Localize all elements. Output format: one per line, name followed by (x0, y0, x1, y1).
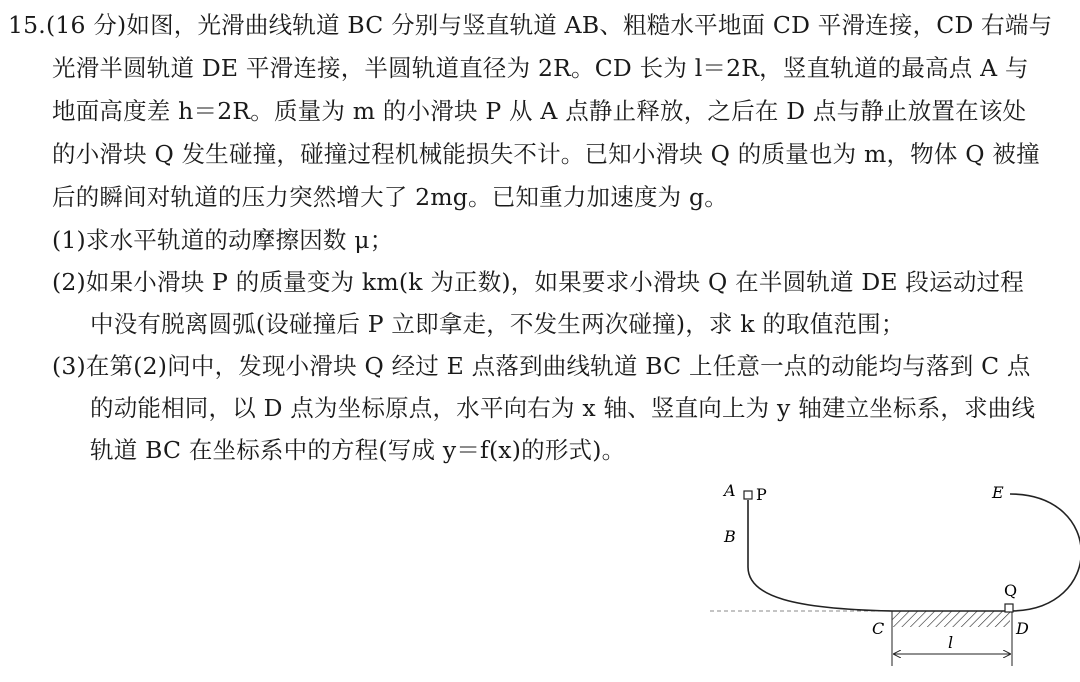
track-diagram (700, 472, 1080, 682)
label-l: l (948, 633, 954, 652)
question-2-line-2: 中没有脱离圆弧(设碰撞后 P 立即拿走，不发生两次碰撞)，求 k 的取值范围； (90, 310, 905, 338)
label-p: P (756, 485, 767, 504)
problem-line-1: 15.(16 分)如图，光滑曲线轨道 BC 分别与竖直轨道 AB、粗糙水平地面 CD 平滑连接，CD 右端与 (8, 11, 1053, 39)
block-q (1005, 604, 1013, 612)
question-1: (1)求水平轨道的动摩擦因数 μ； (52, 226, 394, 254)
problem-line-4: 的小滑块 Q 发生碰撞，碰撞过程机械能损失不计。已知小滑块 Q 的质量也为 m，物体 Q 被撞 (52, 140, 1040, 168)
question-3-line-3: 轨道 BC 在坐标系中的方程(写成 y＝f(x)的形式)。 (90, 436, 626, 464)
label-q: Q (1004, 581, 1018, 600)
label-c: C (872, 619, 885, 638)
question-3-line-2: 的动能相同，以 D 点为坐标原点，水平向右为 x 轴、竖直向上为 y 轴建立坐标系，求曲线 (90, 394, 1036, 422)
semicircle-track-de (1010, 494, 1080, 611)
curve-track-abc (748, 500, 892, 611)
label-b: B (724, 527, 736, 546)
block-p (744, 491, 752, 499)
problem-line-3: 地面高度差 h＝2R。质量为 m 的小滑块 P 从 A 点静止释放，之后在 D 点与静止放置在该处 (52, 97, 1027, 125)
label-d: D (1016, 619, 1029, 638)
problem-line-5: 后的瞬间对轨道的压力突然增大了 2mg。已知重力加速度为 g。 (52, 183, 728, 211)
rough-ground-cd (892, 611, 1010, 627)
question-3-line-1: (3)在第(2)问中，发现小滑块 Q 经过 E 点落到曲线轨道 BC 上任意一点的动能均与落到 C 点 (52, 352, 1031, 380)
label-e: E (992, 483, 1004, 502)
label-a: A (724, 481, 736, 500)
problem-line-2: 光滑半圆轨道 DE 平滑连接，半圆轨道直径为 2R。CD 长为 l＝2R，竖直轨道的最高点 A 与 (52, 54, 1029, 82)
question-2-line-1: (2)如果小滑块 P 的质量变为 km(k 为正数)，如果要求小滑块 Q 在半圆轨道 DE 段运动过程 (52, 268, 1024, 296)
